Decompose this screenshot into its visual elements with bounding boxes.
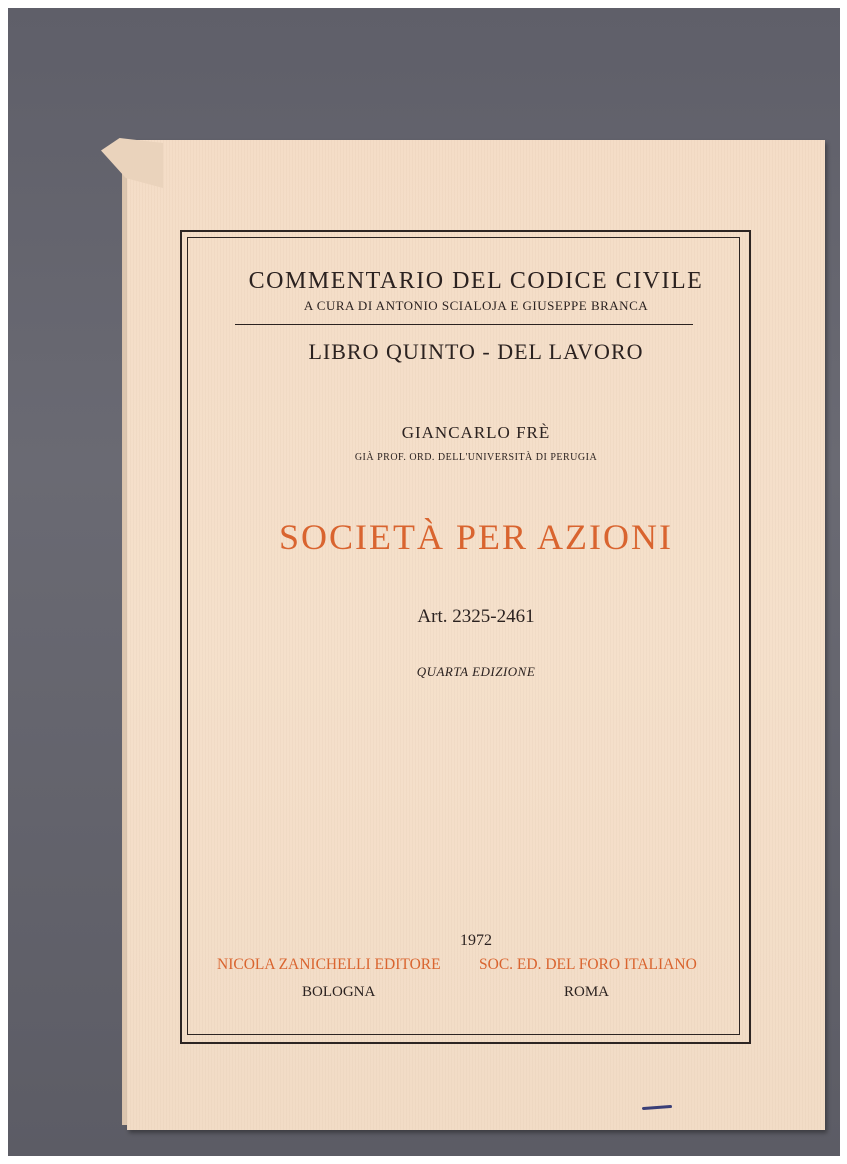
article-range: Art. 2325-2461	[417, 606, 535, 627]
book-cover	[127, 140, 825, 1130]
edition-label: QUARTA EDIZIONE	[416, 664, 536, 679]
publication-year: 1972	[460, 932, 492, 949]
title-divider	[235, 324, 693, 325]
author-affiliation: GIÀ PROF. ORD. DELL'UNIVERSITÀ DI PERUGIA	[354, 452, 598, 463]
city-right: ROMA	[564, 984, 610, 1000]
book-part-heading: LIBRO QUINTO - DEL LAVORO	[308, 339, 644, 364]
publisher-right: SOC. ED. DEL FORO ITALIANO	[479, 956, 697, 973]
author-name: GIANCARLO FRÈ	[401, 423, 551, 442]
publisher-left: NICOLA ZANICHELLI EDITORE	[217, 956, 441, 973]
series-title: COMMENTARIO DEL CODICE CIVILE	[248, 268, 704, 294]
book-title: SOCIETÀ PER AZIONI	[279, 517, 673, 557]
city-left: BOLOGNA	[302, 984, 376, 1000]
series-editors: A CURA DI ANTONIO SCIALOJA E GIUSEPPE BRANCA	[303, 298, 649, 313]
ink-mark	[642, 1105, 672, 1110]
